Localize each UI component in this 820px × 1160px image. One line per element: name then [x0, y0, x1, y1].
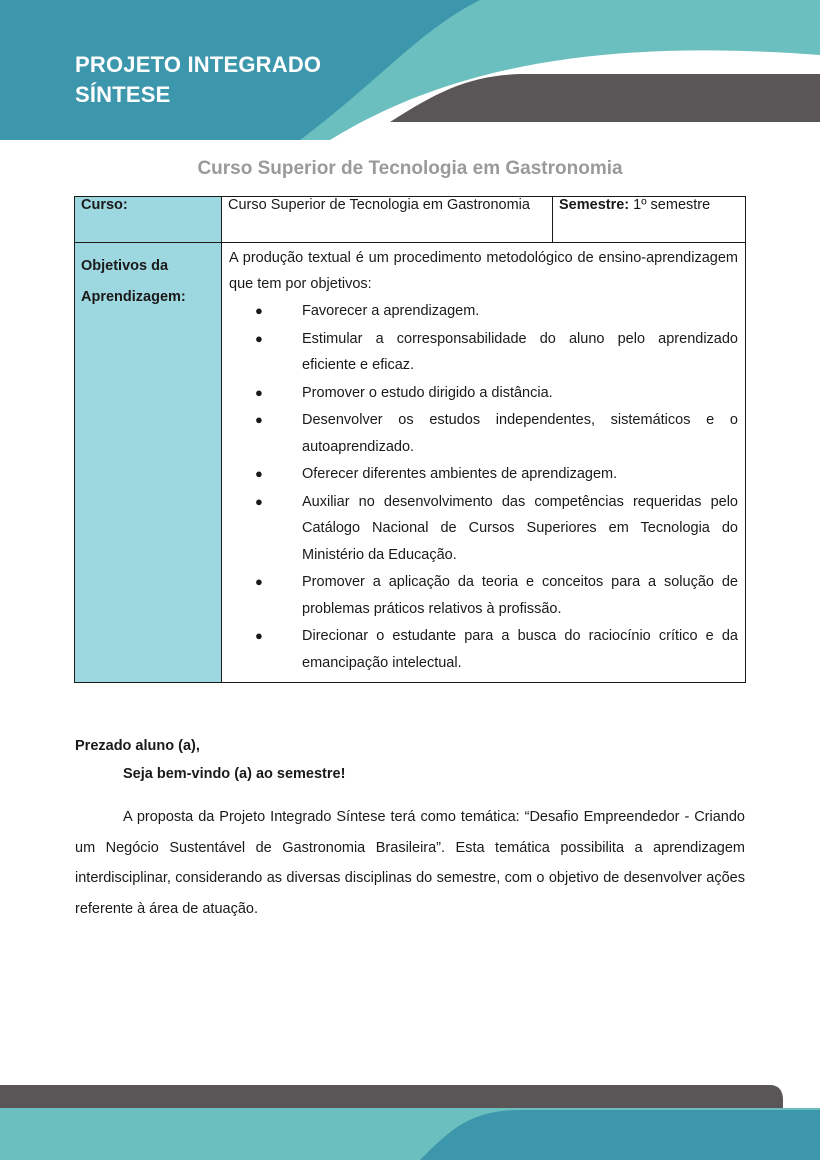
curso-label: Curso:: [75, 197, 222, 243]
bullet-icon: ●: [255, 303, 263, 318]
body-paragraph: A proposta da Projeto Integrado Síntese terá como temática: “Desafio Empreendedor - Criando um Negócio Sustentável de Gastronomia Brasileira”. Esta temática possibilita a aprendizagem interdisciplinar, considerando as diversas disciplinas do semestre, com o objetivo de desenvolver ações referente à área de atuação.: [75, 809, 745, 917]
semestre-value: 1º semestre: [633, 197, 711, 213]
welcome-line: Seja bem-vindo (a) ao semestre!: [123, 766, 346, 782]
course-subtitle: Curso Superior de Tecnologia em Gastronomia: [197, 158, 623, 179]
bullet-icon: ●: [255, 330, 263, 346]
table-row-objetivos: [75, 243, 746, 683]
list-item: [229, 623, 738, 676]
bullet-icon: ●: [255, 574, 263, 589]
list-item: [229, 407, 738, 460]
objetivos-list: [229, 298, 738, 676]
objetivos-label: [75, 243, 222, 683]
table-row-curso: [75, 197, 746, 243]
greeting: Prezado aluno (a),: [75, 738, 200, 754]
bullet-icon: ●: [255, 493, 263, 509]
curso-value: Curso Superior de Tecnologia em Gastronomia: [222, 197, 553, 243]
header-title: [75, 50, 321, 110]
footer-banner-graphic: [0, 1080, 820, 1160]
semestre-label: Semestre:: [559, 197, 630, 213]
list-item: [229, 326, 738, 379]
course-info-table: [74, 196, 746, 683]
semestre-cell: [553, 197, 746, 243]
list-item: [229, 461, 738, 488]
objetivo-text: Desenvolver os estudos independentes, sistemáticos e o autoaprendizado.: [302, 412, 738, 455]
bullet-icon: ●: [255, 628, 263, 643]
welcome-letter: [75, 732, 745, 924]
list-item: [229, 489, 738, 569]
list-item: [229, 380, 738, 407]
objetivo-text: Promover a aplicação da teoria e conceitos para a solução de problemas práticos relativos à profissão.: [302, 574, 738, 617]
header-title-line1: PROJETO INTEGRADO: [75, 52, 322, 77]
bullet-icon: ●: [255, 384, 263, 400]
bullet-icon: ●: [255, 412, 263, 427]
bullet-icon: ●: [255, 466, 263, 481]
objetivo-text: Auxiliar no desenvolvimento das competências requeridas pelo Catálogo Nacional de Cursos Superiores em Tecnologia do Ministério da Educação.: [302, 493, 738, 563]
objetivo-text: Favorecer a aprendizagem.: [302, 303, 480, 319]
objetivo-text: Oferecer diferentes ambientes de aprendizagem.: [302, 466, 618, 482]
objetivo-text: Estimular a corresponsabilidade do aluno pelo aprendizado eficiente e eficaz.: [302, 330, 738, 373]
objetivos-label-line2: Aprendizagem:: [81, 289, 186, 305]
list-item: [229, 298, 738, 325]
objetivo-text: Direcionar o estudante para a busca do raciocínio crítico e da emancipação intelectual.: [302, 628, 738, 671]
header-title-line2: SÍNTESE: [75, 82, 171, 107]
objetivos-intro: A produção textual é um procedimento metodológico de ensino-aprendizagem que tem por objetivos:: [229, 250, 738, 292]
objetivos-label-line1: Objetivos da: [81, 258, 169, 274]
list-item: [229, 569, 738, 622]
objetivo-text: Promover o estudo dirigido a distância.: [302, 384, 553, 401]
objetivos-content: [222, 243, 746, 683]
